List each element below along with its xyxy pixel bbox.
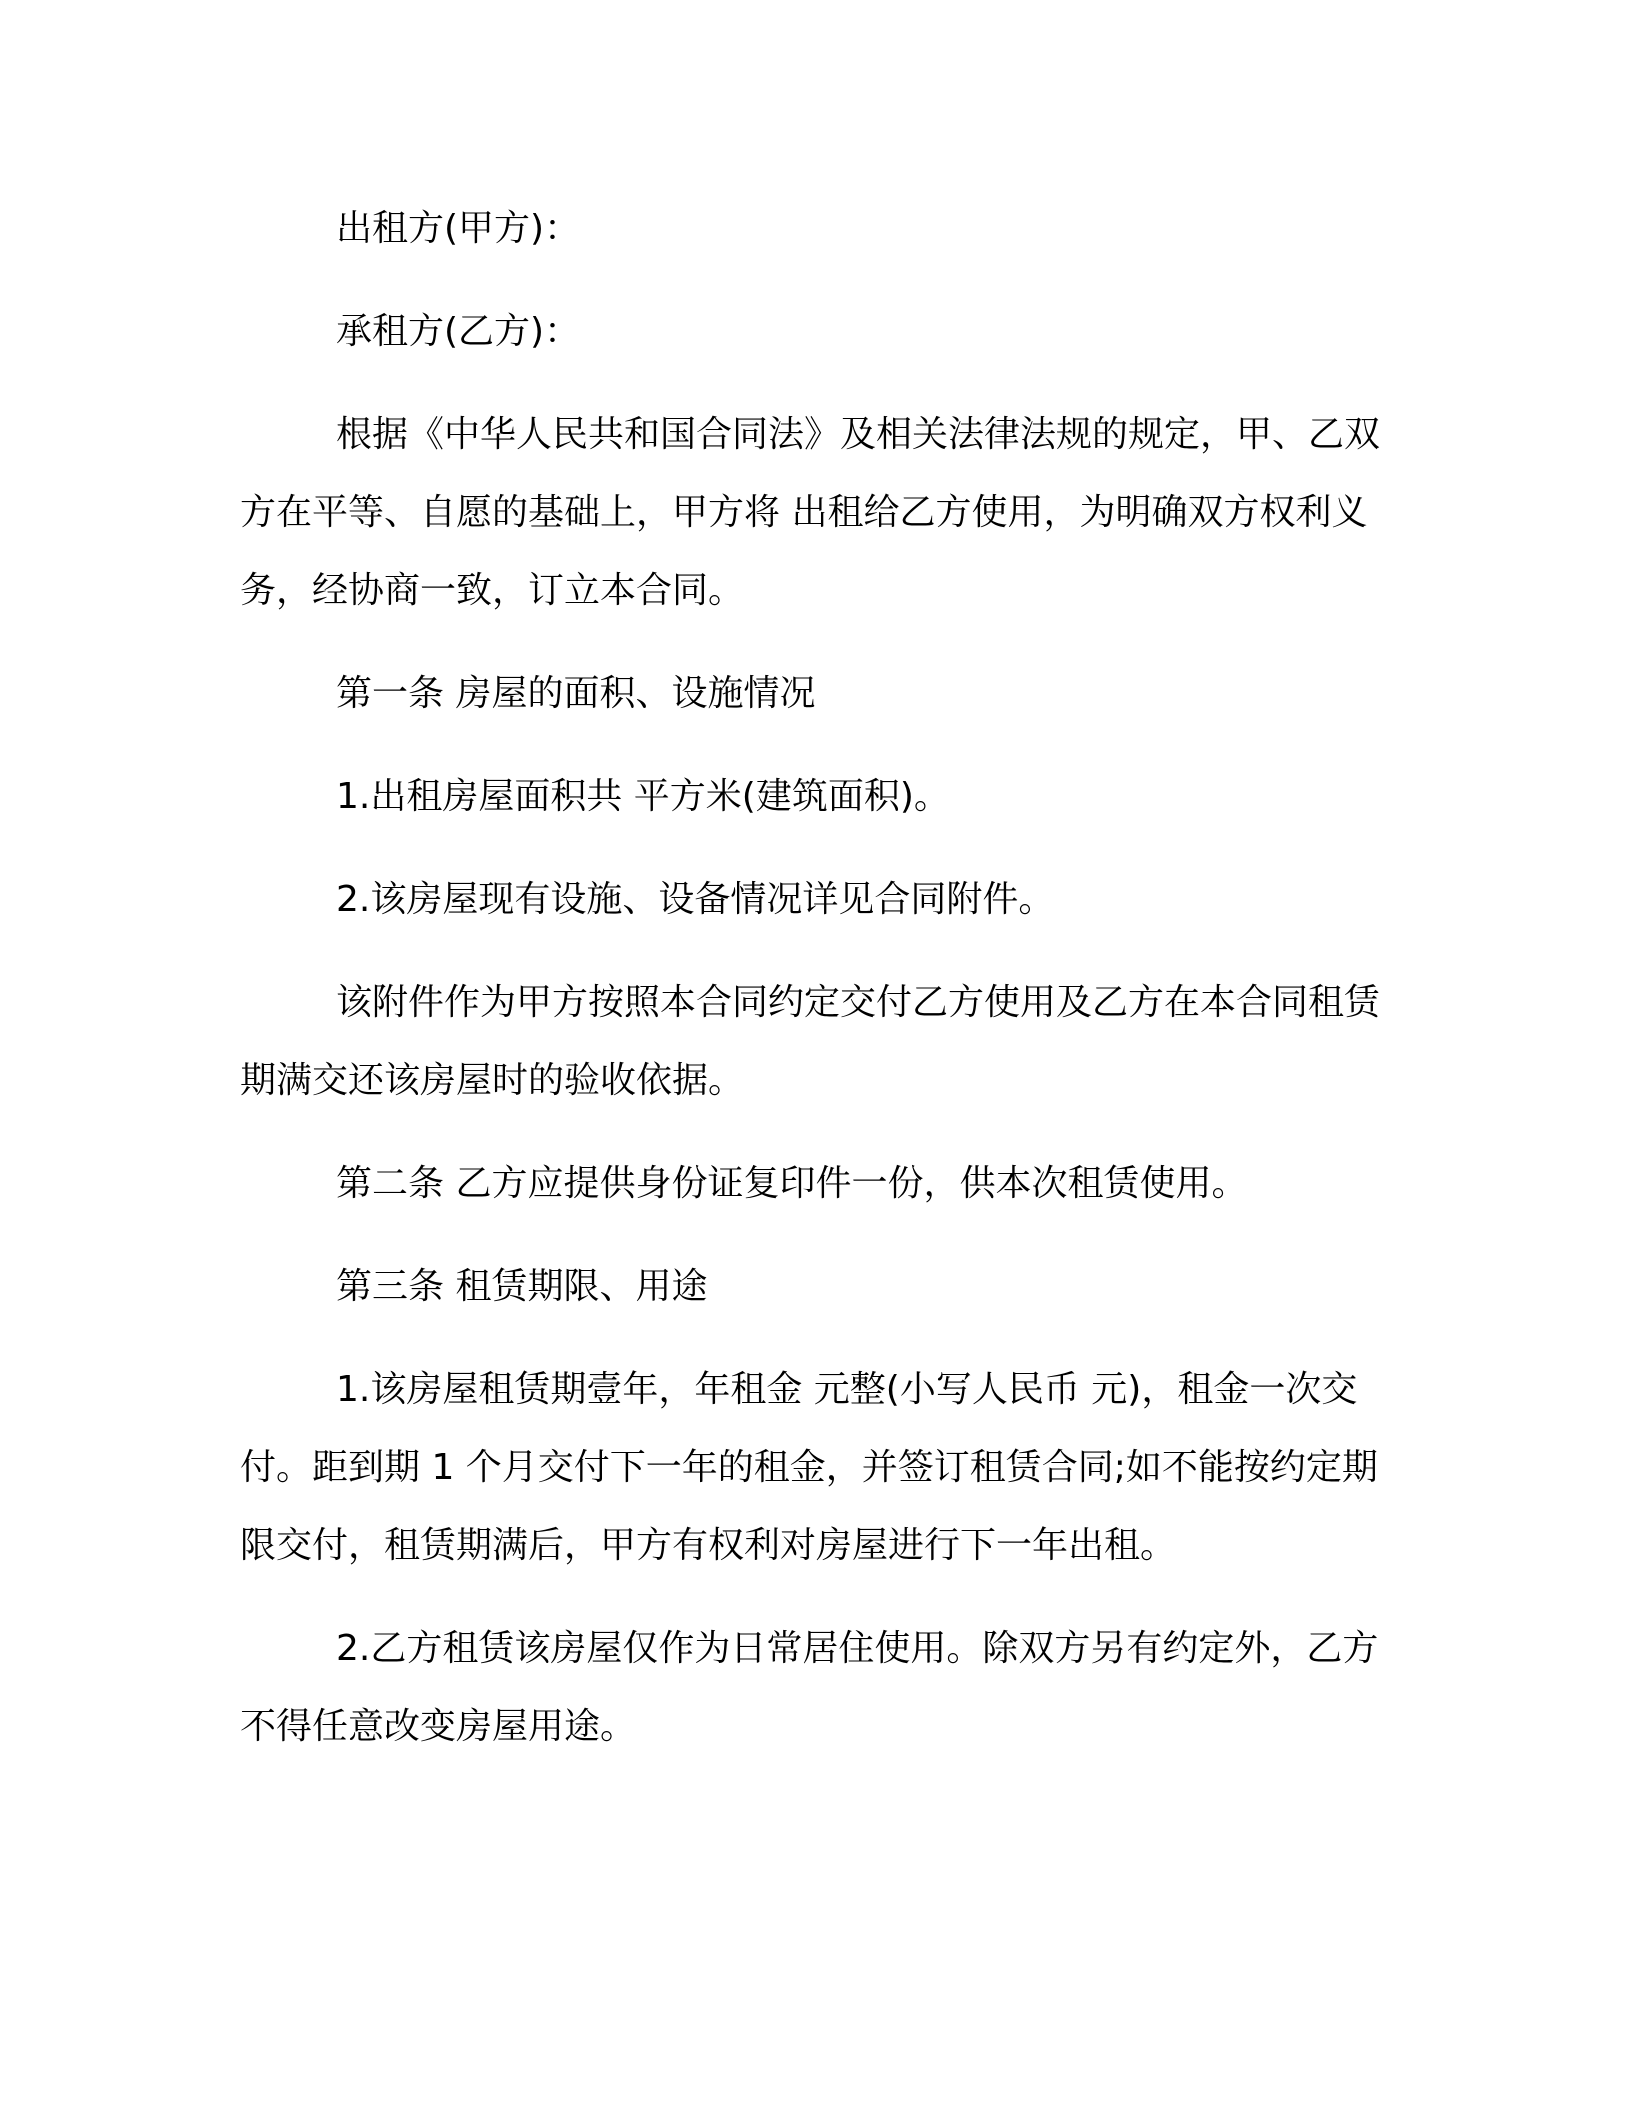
attachment-paragraph: 该附件作为甲方按照本合同约定交付乙方使用及乙方在本合同租赁期满交还该房屋时的验收依据。 xyxy=(240,982,1381,1101)
article-3-item-1: 1.该房屋租赁期壹年，年租金 元整(小写人民币 元)，租金一次交付。距到期 1 个月交付下一年的租金，并签订租赁合同;如不能按约定期限交付，租赁期满后，甲方有权利对房屋进行下一年出租。 xyxy=(240,1369,1378,1566)
lessee-line: 承租方(乙方)： xyxy=(336,311,581,352)
article-2: 第二条 乙方应提供身份证复印件一份，供本次租赁使用。 xyxy=(336,1163,1248,1204)
article-3-item-2: 2.乙方租赁该房屋仅作为日常居住使用。除双方另有约定外，乙方不得任意改变房屋用途。 xyxy=(240,1628,1379,1747)
article-1-item-1: 1.出租房屋面积共 平方米(建筑面积)。 xyxy=(336,776,950,817)
article-3-heading: 第三条 租赁期限、用途 xyxy=(336,1266,708,1307)
article-1-heading: 第一条 房屋的面积、设施情况 xyxy=(336,673,816,714)
article-1-item-2: 2.该房屋现有设施、设备情况详见合同附件。 xyxy=(336,879,1055,920)
intro-paragraph: 根据《中华人民共和国合同法》及相关法律法规的规定，甲、乙双方在平等、自愿的基础上，甲方将 出租给乙方使用，为明确双方权利义务，经协商一致，订立本合同。 xyxy=(240,414,1381,611)
document-body xyxy=(240,190,1380,1791)
lessor-line: 出租方(甲方)： xyxy=(336,208,581,249)
